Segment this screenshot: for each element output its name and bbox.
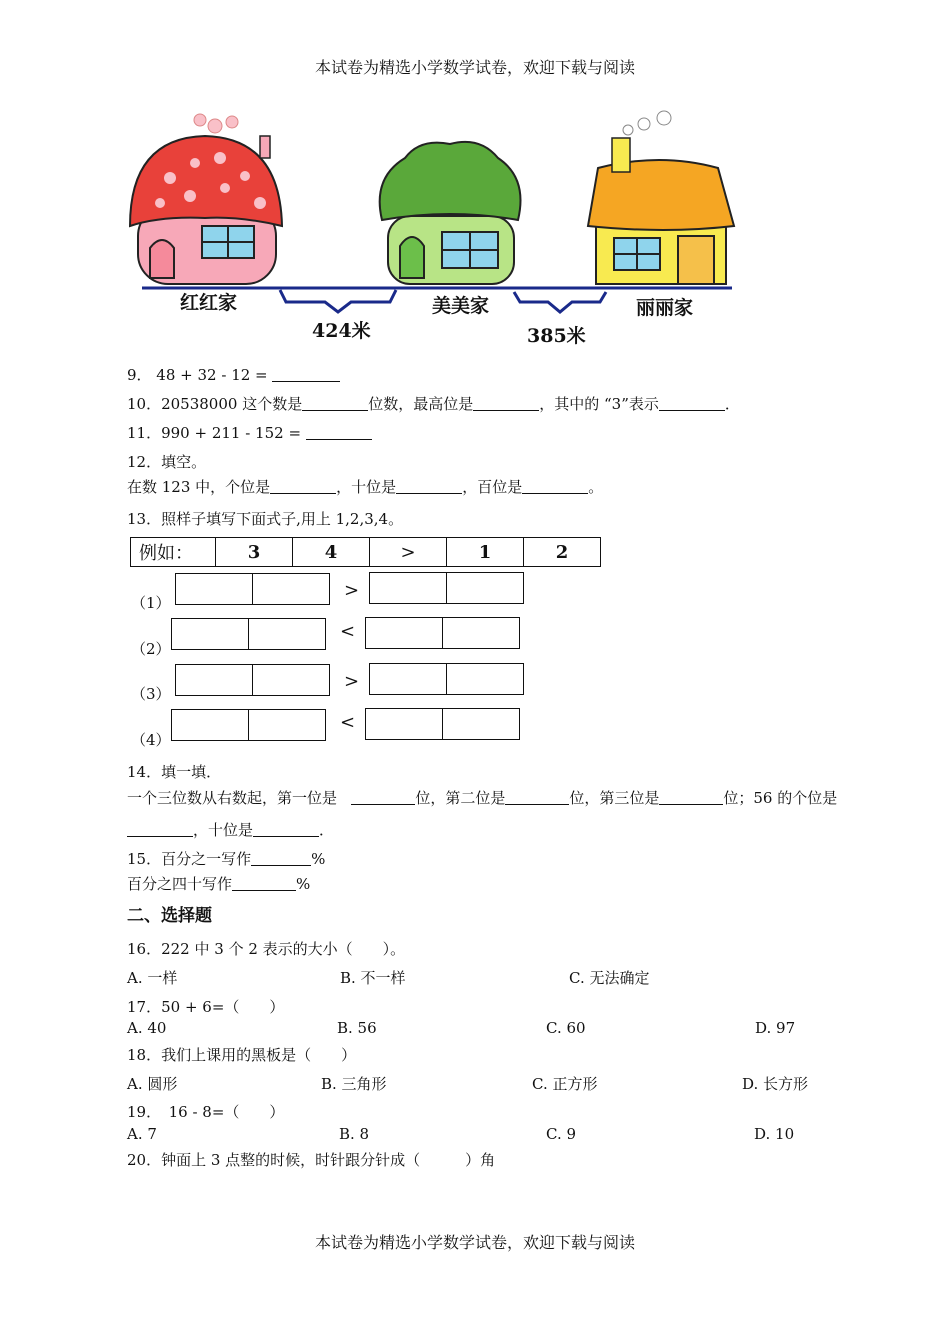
comparison-symbol-1: > bbox=[344, 580, 360, 601]
option-a[interactable]: A. 圆形 bbox=[127, 1075, 178, 1093]
question-15-line-1: 15．百分之一写作 % bbox=[127, 850, 326, 868]
comparison-symbol-3: > bbox=[344, 671, 360, 692]
question-12: 在数 123 中，个位是 ，十位是 ，百位是 。 bbox=[127, 478, 604, 496]
example-cell: 2 bbox=[524, 538, 601, 567]
answer-blank[interactable] bbox=[251, 851, 311, 866]
house-label-1: 红红家 bbox=[180, 292, 238, 314]
option-b[interactable]: B. 8 bbox=[339, 1125, 370, 1143]
option-d[interactable]: D. 97 bbox=[755, 1019, 796, 1037]
answer-blank[interactable] bbox=[302, 396, 368, 411]
answer-blank[interactable] bbox=[473, 396, 539, 411]
example-cell: 1 bbox=[447, 538, 524, 567]
left-box-pair-1[interactable] bbox=[175, 573, 330, 605]
example-label: 例如： bbox=[131, 538, 216, 567]
option-c[interactable]: C. 9 bbox=[546, 1125, 577, 1143]
question-18: 18．我们上课用的黑板是（ ） bbox=[127, 1046, 357, 1064]
answer-blank[interactable] bbox=[270, 479, 336, 494]
left-box-pair-4[interactable] bbox=[171, 709, 326, 741]
question-12-title: 12．填空。 bbox=[127, 453, 207, 471]
answer-blank[interactable] bbox=[659, 790, 723, 805]
option-d[interactable]: D. 10 bbox=[754, 1125, 795, 1143]
distance-label-1: 424米 bbox=[312, 320, 371, 342]
row-label-2: （2） bbox=[131, 640, 171, 658]
option-b[interactable]: B. 56 bbox=[337, 1019, 377, 1037]
option-b[interactable]: B. 不一样 bbox=[340, 969, 406, 987]
option-a[interactable]: A. 7 bbox=[127, 1125, 157, 1143]
question-14-line-1: 一个三位数从右数起，第一位是 位，第二位是 位，第三位是 位；56 的个位是 bbox=[127, 789, 838, 807]
option-c[interactable]: C. 正方形 bbox=[532, 1075, 598, 1093]
comparison-symbol-4: < bbox=[340, 712, 356, 733]
question-17: 17．50 + 6=（ ） bbox=[127, 998, 285, 1016]
answer-blank[interactable] bbox=[253, 822, 319, 837]
example-cell: > bbox=[370, 538, 447, 567]
row-label-3: （3） bbox=[131, 685, 171, 703]
option-d[interactable]: D. 长方形 bbox=[742, 1075, 809, 1093]
example-cell: 4 bbox=[293, 538, 370, 567]
cottage-house-icon bbox=[588, 111, 734, 284]
option-c[interactable]: C. 60 bbox=[546, 1019, 586, 1037]
house-label-2: 美美家 bbox=[432, 295, 490, 317]
section-title: 二、选择题 bbox=[127, 906, 212, 926]
right-box-pair-2[interactable] bbox=[365, 617, 520, 649]
row-label-1: （1） bbox=[131, 594, 171, 612]
answer-blank[interactable] bbox=[659, 396, 725, 411]
answer-blank[interactable] bbox=[351, 790, 415, 805]
question-14-line-2: ，十位是 ． bbox=[127, 819, 334, 840]
mushroom-house-icon bbox=[130, 114, 282, 284]
tree-house-icon bbox=[380, 142, 521, 284]
row-label-4: （4） bbox=[131, 731, 171, 749]
example-table bbox=[130, 537, 601, 567]
option-b[interactable]: B. 三角形 bbox=[321, 1075, 387, 1093]
house-label-3: 丽丽家 bbox=[636, 297, 694, 319]
question-9: 9． 48 + 32 - 12 = bbox=[127, 364, 340, 385]
question-15-line-2: 百分之四十写作 % bbox=[127, 875, 311, 893]
page-header: 本试卷为精选小学数学试卷，欢迎下载与阅读 bbox=[314, 58, 635, 77]
question-20: 20．钟面上 3 点整的时候，时针跟分针成（ ）角 bbox=[127, 1151, 496, 1169]
question-19: 19． 16 - 8=（ ） bbox=[127, 1103, 285, 1121]
question-11: 11．990 + 211 - 152 = bbox=[127, 422, 372, 443]
question-14-title: 14．填一填． bbox=[127, 763, 222, 781]
left-box-pair-2[interactable] bbox=[171, 618, 326, 650]
answer-blank[interactable] bbox=[396, 479, 462, 494]
answer-blank[interactable] bbox=[522, 479, 588, 494]
answer-blank[interactable] bbox=[272, 367, 340, 382]
answer-blank[interactable] bbox=[127, 822, 193, 837]
distance-label-2: 385米 bbox=[527, 325, 586, 347]
answer-blank[interactable] bbox=[306, 425, 372, 440]
right-box-pair-3[interactable] bbox=[369, 663, 524, 695]
page-footer: 本试卷为精选小学数学试卷，欢迎下载与阅读 bbox=[314, 1233, 635, 1252]
right-box-pair-1[interactable] bbox=[369, 572, 524, 604]
question-13-title: 13．照样子填写下面式子,用上 1,2,3,4。 bbox=[127, 510, 404, 528]
question-16: 16．222 中 3 个 2 表示的大小（ ）。 bbox=[127, 940, 406, 958]
option-c[interactable]: C. 无法确定 bbox=[569, 969, 650, 987]
right-box-pair-4[interactable] bbox=[365, 708, 520, 740]
example-cell: 3 bbox=[216, 538, 293, 567]
answer-blank[interactable] bbox=[232, 876, 296, 891]
question-10: 10．20538000 这个数是 位数，最高位是 ，其中的 “3”表示 ． bbox=[127, 395, 740, 413]
option-a[interactable]: A. 40 bbox=[127, 1019, 167, 1037]
comparison-symbol-2: < bbox=[340, 621, 356, 642]
option-a[interactable]: A. 一样 bbox=[127, 969, 178, 987]
answer-blank[interactable] bbox=[505, 790, 569, 805]
left-box-pair-3[interactable] bbox=[175, 664, 330, 696]
